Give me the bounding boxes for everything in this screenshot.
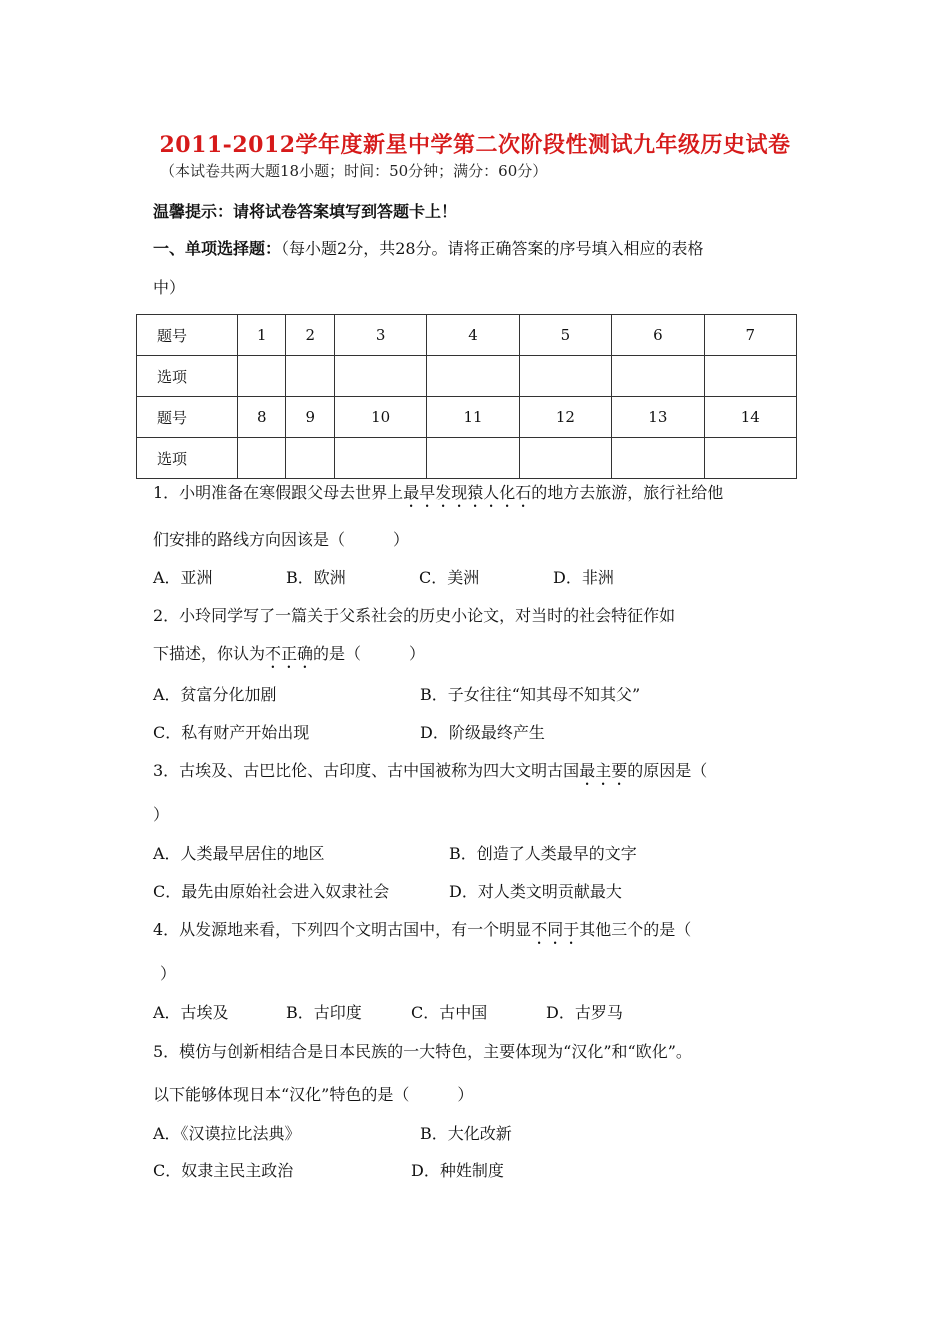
q1-option-b[interactable]: B．欧洲: [286, 568, 346, 587]
question-number: 1: [238, 315, 286, 356]
q3-text-pre: 3．古埃及、古巴比伦、古印度、古中国被称为四大文明古国: [153, 761, 580, 780]
question-number: 13: [612, 397, 704, 438]
question-number: 6: [612, 315, 704, 356]
q4-option-b[interactable]: B．古印度: [286, 1003, 362, 1022]
table-row: [137, 397, 797, 438]
question-number: 2: [286, 315, 334, 356]
section-label: 一、单项选择题：: [153, 239, 282, 258]
row-label-option: 选项: [137, 438, 238, 479]
question-1-stem: [153, 480, 723, 511]
question-number: 9: [286, 397, 334, 438]
answer-table: [136, 314, 797, 479]
answer-cell[interactable]: [704, 356, 796, 397]
exam-title: 2011-2012学年度新星中学第二次阶段性测试九年级历史试卷: [159, 132, 791, 158]
warm-tip: 温馨提示：请将试卷答案填写到答题卡上！: [153, 202, 458, 221]
q5-option-a[interactable]: A．《汉谟拉比法典》: [153, 1124, 301, 1143]
q3-option-a[interactable]: A．人类最早居住的地区: [153, 844, 325, 863]
row-label-option: 选项: [137, 356, 238, 397]
question-4-stem-cont: ）: [160, 964, 177, 983]
question-number: 3: [334, 315, 426, 356]
q4-option-d[interactable]: D．古罗马: [546, 1003, 623, 1022]
q2-option-a[interactable]: A．贫富分化加剧: [153, 685, 277, 704]
q3-option-c[interactable]: C．最先由原始社会进入奴隶社会: [153, 882, 390, 901]
row-label-number: 题号: [137, 315, 238, 356]
answer-cell[interactable]: [286, 356, 334, 397]
table-row: [137, 315, 797, 356]
q3-text-post: 的原因是（: [627, 761, 708, 780]
question-5-stem: 5．模仿与创新相结合是日本民族的一大特色，主要体现为“汉化”和“欧化”。: [153, 1042, 692, 1061]
row-label-number: 题号: [137, 397, 238, 438]
q4-option-c[interactable]: C．古中国: [411, 1003, 488, 1022]
answer-cell[interactable]: [612, 356, 704, 397]
q2-emphasis: 不正确: [265, 644, 314, 663]
q4-emphasis: 不同于: [531, 920, 580, 939]
answer-cell[interactable]: [427, 438, 519, 479]
question-number: 10: [334, 397, 426, 438]
q4-text-post: 其他三个的是（: [579, 920, 692, 939]
answer-cell[interactable]: [238, 438, 286, 479]
question-number: 7: [704, 315, 796, 356]
section-desc: （每小题2分，共28分。请将正确答案的序号填入相应的表格: [281, 239, 704, 258]
q3-emphasis: 最主要: [579, 761, 628, 780]
question-4-stem: [153, 917, 691, 948]
answer-cell[interactable]: [286, 438, 334, 479]
q5-option-d[interactable]: D．种姓制度: [411, 1161, 504, 1180]
answer-cell[interactable]: [238, 356, 286, 397]
q2-text-pre: 下描述，你认为: [153, 644, 266, 663]
q1-emphasis: 最早发现猿人化石: [403, 483, 532, 502]
q2-option-c[interactable]: C．私有财产开始出现: [153, 723, 310, 742]
table-row: [137, 356, 797, 397]
q2-text-post: 的是（ ）: [313, 644, 426, 663]
q4-text-pre: 4．从发源地来看，下列四个文明古国中，有一个明显: [153, 920, 532, 939]
q5-option-b[interactable]: B．大化改新: [420, 1124, 512, 1143]
q1-text-pre: 1．小明准备在寒假跟父母去世界上: [153, 483, 404, 502]
q5-option-c[interactable]: C．奴隶主民主政治: [153, 1161, 294, 1180]
question-number: 8: [238, 397, 286, 438]
question-5-stem-cont: 以下能够体现日本“汉化”特色的是（ ）: [153, 1085, 474, 1104]
question-3-stem: [153, 758, 707, 789]
question-2-stem: 2．小玲同学写了一篇关于父系社会的历史小论文，对当时的社会特征作如: [153, 606, 676, 625]
answer-cell[interactable]: [612, 438, 704, 479]
q1-option-c[interactable]: C．美洲: [419, 568, 480, 587]
q4-option-a[interactable]: A．古埃及: [153, 1003, 229, 1022]
table-row: [137, 438, 797, 479]
q1-text-post: 的地方去旅游，旅行社给他: [531, 483, 724, 502]
question-number: 12: [519, 397, 611, 438]
answer-cell[interactable]: [704, 438, 796, 479]
q3-option-d[interactable]: D．对人类文明贡献最大: [449, 882, 622, 901]
question-number: 14: [704, 397, 796, 438]
question-1-stem-cont: 们安排的路线方向因该是（ ）: [153, 530, 410, 549]
q2-option-d[interactable]: D．阶级最终产生: [420, 723, 545, 742]
q3-option-b[interactable]: B．创造了人类最早的文字: [449, 844, 637, 863]
question-number: 5: [519, 315, 611, 356]
answer-cell[interactable]: [427, 356, 519, 397]
question-number: 11: [427, 397, 519, 438]
exam-subtitle: （本试卷共两大题18小题；时间：50分钟；满分：60分）: [160, 162, 548, 180]
question-2-stem-cont: [153, 641, 425, 672]
answer-cell[interactable]: [519, 438, 611, 479]
question-number: 4: [427, 315, 519, 356]
q1-option-a[interactable]: A．亚洲: [153, 568, 213, 587]
answer-cell[interactable]: [334, 356, 426, 397]
answer-cell[interactable]: [334, 438, 426, 479]
q1-option-d[interactable]: D．非洲: [553, 568, 614, 587]
section-heading: [153, 236, 704, 259]
section-desc-cont: 中）: [153, 278, 186, 297]
answer-cell[interactable]: [519, 356, 611, 397]
question-3-stem-cont: ）: [153, 805, 170, 824]
q2-option-b[interactable]: B．子女往往“知其母不知其父”: [420, 685, 641, 704]
